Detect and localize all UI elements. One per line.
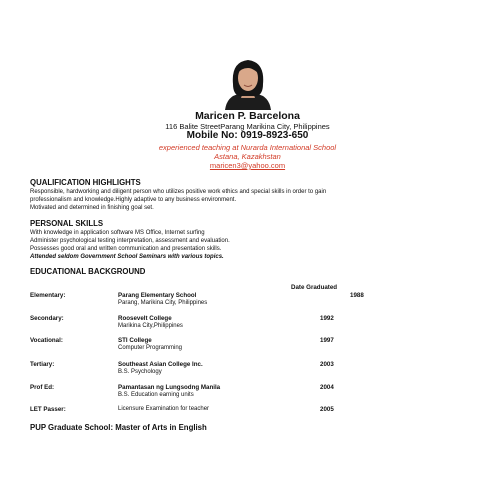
education-detail: B.S. Education earning units [118,392,194,398]
qualification-line: professionalism and knowledge.Highly adaptive to any business environment. [30,197,237,203]
education-detail: Parang, Marikina City, Philippines [118,300,208,306]
date-graduated-header: Date Graduated [291,284,338,291]
skill-line: Possesses good oral and written communication and presentation skills. [30,246,222,252]
education-year: 2005 [320,406,334,413]
profile-photo [221,54,275,110]
qualification-line: Motivated and determined in finishing goal set. [30,205,154,211]
candidate-name: Maricen P. Barcelona [195,110,300,122]
education-heading: EDUCATIONAL BACKGROUND [30,267,146,276]
education-label: LET Passer: [30,406,66,413]
education-detail: Marikina City,Philippines [118,323,183,329]
location: Astana, Kazakhstan [214,152,281,161]
education-school: Parang Elementary School [118,292,197,299]
education-year: 1988 [350,292,364,299]
qualification-line: Responsible, hardworking and diligent person who utilizes positive work ethics and special skills in order to gain [30,189,327,195]
education-label: Prof Ed: [30,384,55,391]
education-label: Elementary: [30,292,66,299]
education-school: STI College [118,337,152,344]
education-label: Secondary: [30,315,64,322]
education-label: Tertiary: [30,361,55,368]
mobile-number: Mobile No: 0919-8923-650 [186,130,309,141]
experience-note: experienced teaching at Nurarda International School [158,143,337,152]
qualification-heading: QUALIFICATION HIGHLIGHTS [30,178,141,187]
education-year: 1992 [320,315,334,322]
graduate-school: PUP Graduate School: Master of Arts in English [30,423,207,432]
education-year: 1997 [320,337,334,344]
skill-line: Administer psychological testing interpretation, assessment and evaluation. [30,238,230,244]
education-detail: Licensure Examination for teacher [118,406,210,412]
education-year: 2003 [320,361,334,368]
education-detail: B.S. Psychology [118,369,162,375]
education-school: Pamantasan ng Lungsodng Manila [118,384,221,391]
skill-line: With knowledge in application software MS Office, Internet surfing [30,230,205,236]
education-detail: Computer Programming [118,345,183,351]
address: 116 Balite StreetParang Marikina City, Philippines [165,122,330,131]
seminar-line: Attended seldom Government School Seminars with various topics. [30,254,224,260]
education-school: Southeast Asian College Inc. [118,361,203,368]
education-label: Vocational: [30,337,63,344]
personal-skills-heading: PERSONAL SKILLS [30,219,104,228]
education-school: Roosevelt College [118,315,172,322]
email-link[interactable]: maricen3@yahoo.com [209,161,286,170]
education-year: 2004 [320,384,334,391]
